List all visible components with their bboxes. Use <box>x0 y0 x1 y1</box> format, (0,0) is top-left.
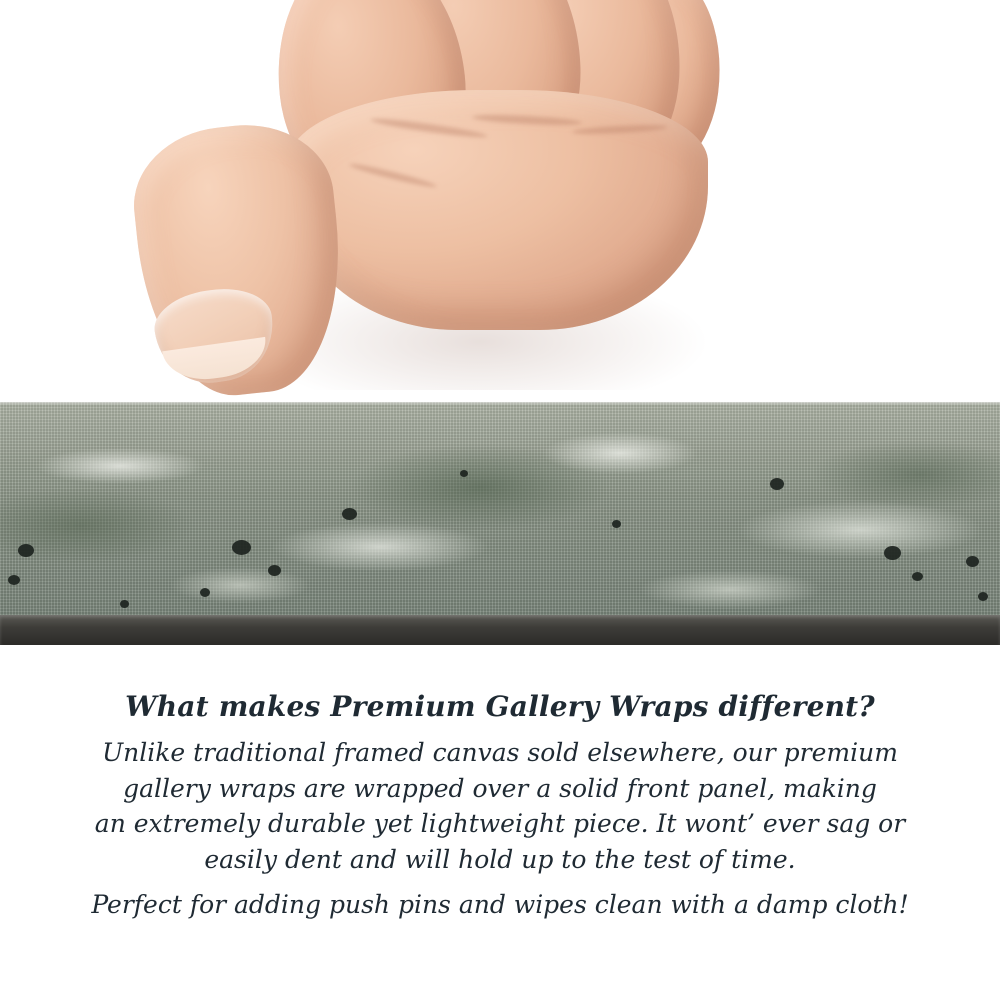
gallery-wrap-canvas-slab <box>0 402 1000 645</box>
caption-line-3: an extremely durable yet lightweight piece. It wont’ ever sag or <box>94 809 906 838</box>
caption-line-2: gallery wraps are wrapped over a solid front panel, making <box>123 773 877 803</box>
paint-spatter <box>770 478 784 490</box>
canvas-print-face <box>0 402 1000 615</box>
caption-line-4: easily dent and will hold up to the test of time. <box>204 844 796 874</box>
canvas-top-highlight <box>0 402 1000 405</box>
paint-spatter <box>18 544 34 557</box>
paint-spatter <box>966 556 979 567</box>
canvas-side-edge <box>0 615 1000 645</box>
paint-spatter <box>342 508 357 520</box>
caption-line-1: Unlike traditional framed canvas sold elsewhere, our premium <box>102 738 898 767</box>
paint-spatter <box>120 600 129 608</box>
paint-spatter <box>460 470 468 477</box>
caption-closing-line: Perfect for adding push pins and wipes clean with a damp cloth! <box>91 890 909 919</box>
paint-spatter <box>612 520 621 528</box>
paint-spatter <box>912 572 923 581</box>
caption-block <box>0 690 1000 923</box>
hand-photo <box>120 0 700 440</box>
paint-spatter <box>232 540 251 555</box>
caption-title: What makes Premium Gallery Wraps different? <box>125 690 875 723</box>
paint-spatter <box>268 565 281 576</box>
paint-spatter <box>200 588 210 597</box>
paint-spatter <box>884 546 901 560</box>
paint-spatter <box>978 592 988 601</box>
paint-spatter <box>8 575 20 585</box>
